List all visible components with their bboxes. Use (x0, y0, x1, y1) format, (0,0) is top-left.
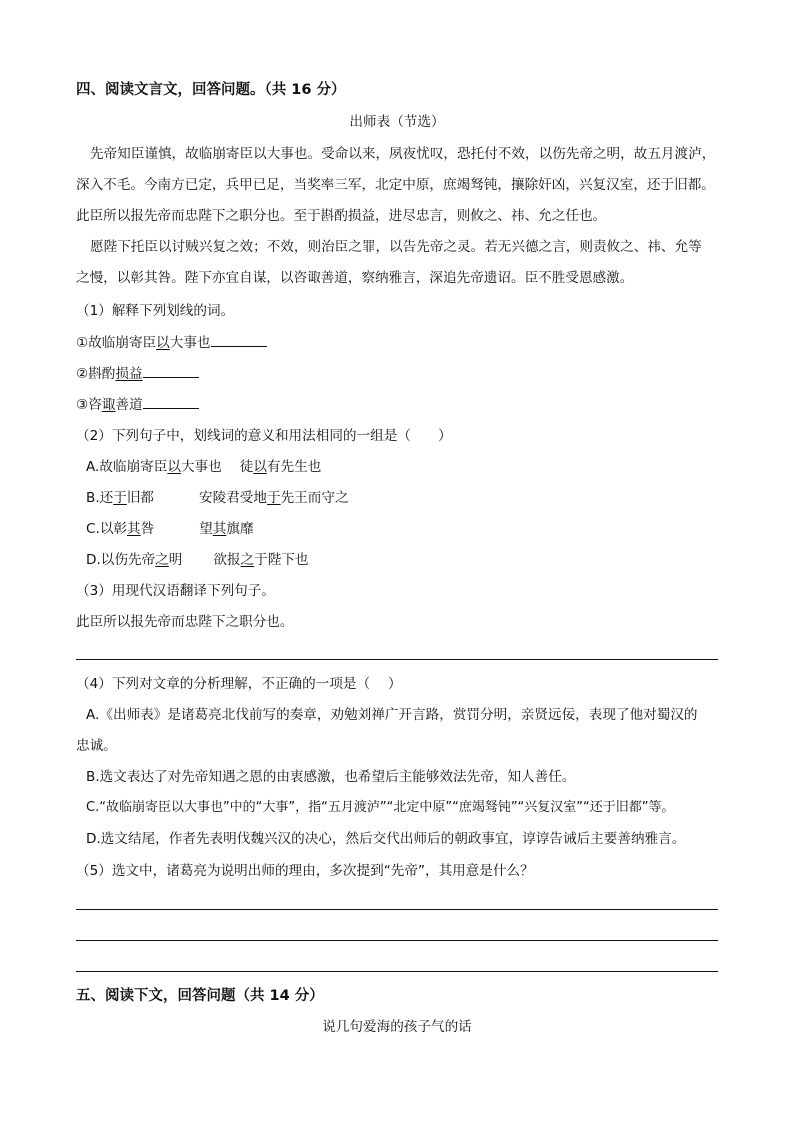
answer-line[interactable] (76, 940, 718, 941)
option-text: 有先生也 (266, 459, 322, 475)
underlined-word: 其 (127, 521, 141, 537)
option-text: 明 (168, 552, 183, 568)
item-text: 故临崩寄臣 (88, 335, 157, 351)
item-text: 善道 (115, 397, 143, 413)
answer-line[interactable] (76, 971, 718, 972)
underlined-word: 于 (113, 490, 127, 506)
option-text: A.故临崩寄臣 (86, 459, 168, 475)
question-2-prompt: （2）下列句子中，划线词的意义和用法相同的一组是（ ） (76, 428, 452, 444)
question-4-option-b[interactable]: B.选文表达了对先帝知遇之恩的由衷感激，也希望后主能够效法先帝，知人善任。 (86, 769, 576, 785)
underlined-word: 之 (155, 552, 169, 568)
item-text: 咨 (88, 397, 102, 413)
underlined-word: 损益 (115, 366, 143, 382)
question-4-prompt: （4）下列对文章的分析理解，不正确的一项是（ ） (76, 676, 402, 692)
question-4-option-c[interactable]: C.“故临崩寄臣以大事也”中的“大事”，指“五月渡泸”“北定中原”“庶竭驽钝”“兴复汉室”“还于旧都”等。 (86, 800, 675, 815)
option-text: C.以彰 (86, 521, 128, 537)
underlined-word: 诹 (101, 397, 116, 413)
question-5-prompt: （5）选文中，诸葛亮为说明出师的理由，多次提到“先帝”，其用意是什么？ (76, 863, 534, 879)
underlined-word: 于 (267, 490, 281, 506)
passage-line: 深入不毛。今南方已定，兵甲已足，当奖率三军，北定中原，庶竭驽钝，攘除奸凶，兴复汉室，还于旧都。 (76, 177, 715, 193)
option-text: B.还 (86, 490, 114, 506)
answer-blank[interactable] (211, 332, 267, 347)
item-text: 斟酌 (88, 366, 116, 382)
underlined-word: 其 (212, 521, 227, 537)
question-1-item (76, 363, 199, 384)
option-text: 先王而守之 (280, 490, 349, 506)
question-1-item (76, 332, 267, 353)
question-1-item (76, 394, 199, 415)
question-4-option-a-cont: 忠诚。 (76, 738, 117, 754)
option-text: D.以伤先帝 (86, 552, 156, 568)
option-text: 安陵君受地 (199, 490, 267, 506)
option-text: 于陛下也 (254, 552, 309, 568)
option-text: 望 (199, 521, 213, 537)
passage-line: 先帝知臣谨慎，故临崩寄臣以大事也。受命以来，夙夜忧叹，恐托付不效，以伤先帝之明，故五月渡泸， (90, 146, 716, 162)
question-3-prompt: （3）用现代汉语翻译下列句子。 (76, 583, 275, 599)
answer-line[interactable] (76, 659, 718, 660)
answer-blank[interactable] (143, 394, 199, 409)
answer-blank[interactable] (143, 363, 199, 378)
question-2-option[interactable] (86, 488, 349, 508)
option-text: 欲报 (213, 552, 241, 568)
option-text: 旗靡 (226, 521, 254, 537)
underlined-word: 以 (167, 459, 181, 475)
passage-line: 愿陛下托臣以讨贼兴复之效；不效，则治臣之罪，以告先帝之灵。若无兴德之言，则责攸之、祎、允等 (90, 239, 702, 255)
passage-title: 说几句爱海的孩子气的话 (322, 1019, 472, 1035)
question-2-option[interactable] (86, 550, 309, 570)
passage-line: 之慢，以彰其咎。陛下亦宜自谋，以咨诹善道，察纳雅言，深追先帝遗诏。臣不胜受恩感激。 (76, 270, 634, 286)
option-text: 咎 (140, 521, 155, 537)
section5-heading: 五、阅读下文，回答问题（共 14 分） (76, 988, 324, 1004)
question-1-prompt: （1）解释下列划线的词。 (76, 303, 235, 319)
item-number: ① (76, 335, 89, 351)
underlined-word: 以 (253, 459, 267, 475)
question-3-sentence: 此臣所以报先帝而忠陛下之职分也。 (76, 614, 294, 630)
item-number: ② (76, 366, 89, 382)
question-4-option-d[interactable]: D.选文结尾，作者先表明伐魏兴汉的决心，然后交代出师后的朝政事宜，谆谆告诫后主要善纳雅言。 (86, 831, 686, 847)
item-number: ③ (76, 397, 89, 413)
passage-line: 此臣所以报先帝而忠陛下之职分也。至于斟酌损益，进尽忠言，则攸之、祎、允之任也。 (76, 208, 607, 224)
option-text: 徒 (239, 459, 254, 475)
question-4-option-a[interactable]: A.《出师表》是诸葛亮北伐前写的奏章，劝勉刘禅广开言路，赏罚分明，亲贤远佞，表现了他对蜀汉的 (86, 707, 698, 723)
option-text: 大事也 (180, 459, 222, 475)
underlined-word: 以 (156, 335, 170, 351)
passage-title: 出师表（节选） (349, 114, 445, 130)
option-text: 旧都 (126, 490, 155, 506)
underlined-word: 之 (240, 552, 255, 568)
answer-line[interactable] (76, 909, 718, 910)
question-2-option[interactable] (86, 519, 254, 539)
question-2-option[interactable] (86, 457, 321, 477)
item-text: 大事也 (169, 335, 211, 351)
section4-heading: 四、阅读文言文，回答问题。（共 16 分） (76, 82, 346, 98)
